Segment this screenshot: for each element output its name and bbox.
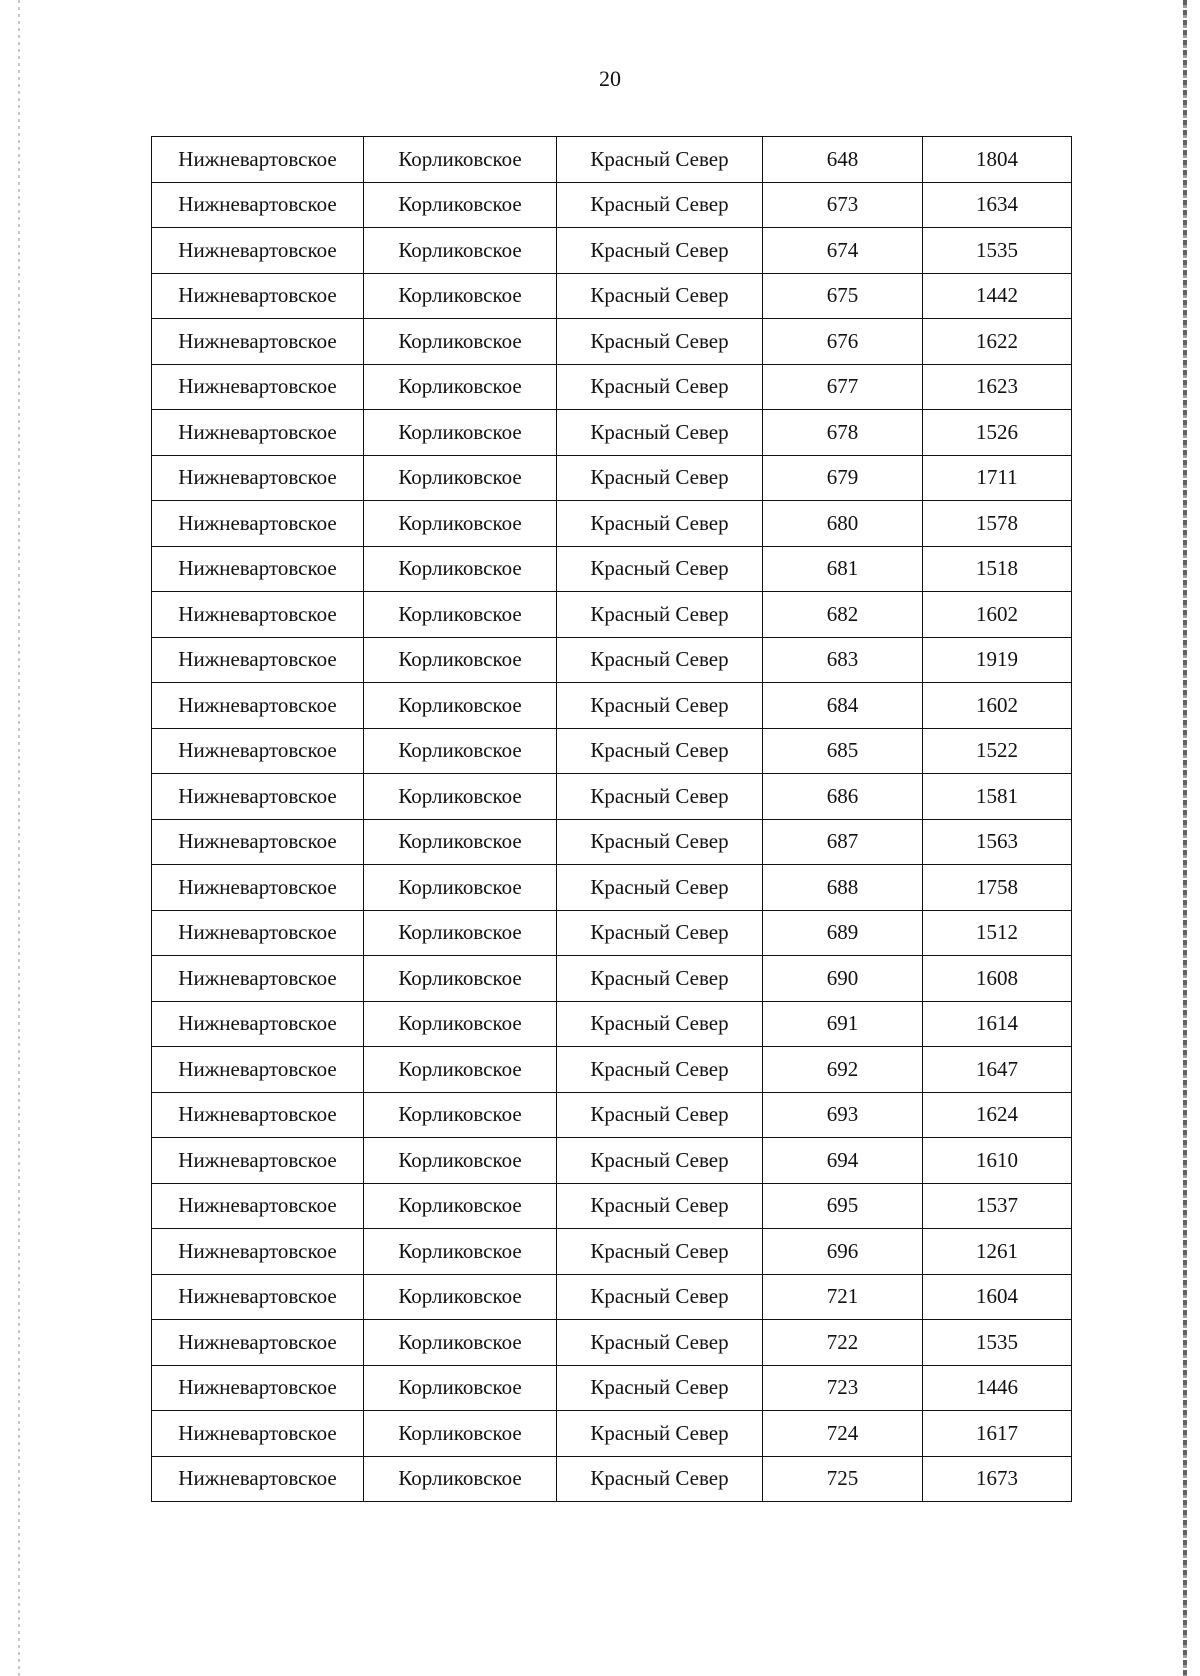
district-cell: Нижневартовское [152, 1274, 364, 1320]
quarter-cell: 724 [763, 1411, 923, 1457]
forestry-cell: Красный Север [557, 137, 763, 183]
district-cell: Нижневартовское [152, 1229, 364, 1275]
table-row [152, 546, 1072, 592]
table-row [152, 455, 1072, 501]
district-cell: Нижневартовское [152, 1411, 364, 1457]
table-row [152, 683, 1072, 729]
settlement-cell: Корликовское [364, 1274, 557, 1320]
district-cell: Нижневартовское [152, 1456, 364, 1502]
table-row [152, 319, 1072, 365]
settlement-cell: Корликовское [364, 546, 557, 592]
table-row [152, 1274, 1072, 1320]
quarter-cell: 673 [763, 182, 923, 228]
district-cell: Нижневартовское [152, 364, 364, 410]
quarter-cell: 688 [763, 865, 923, 911]
table-row [152, 865, 1072, 911]
table-row [152, 410, 1072, 456]
forestry-cell: Красный Север [557, 910, 763, 956]
quarter-cell: 683 [763, 637, 923, 683]
quarter-cell: 722 [763, 1320, 923, 1366]
quarter-cell: 723 [763, 1365, 923, 1411]
table-body [152, 137, 1072, 1502]
district-cell: Нижневартовское [152, 774, 364, 820]
settlement-cell: Корликовское [364, 273, 557, 319]
settlement-cell: Корликовское [364, 228, 557, 274]
district-cell: Нижневартовское [152, 683, 364, 729]
value-cell: 1622 [923, 319, 1072, 365]
forestry-cell: Красный Север [557, 1138, 763, 1184]
value-cell: 1535 [923, 1320, 1072, 1366]
value-cell: 1604 [923, 1274, 1072, 1320]
table-row [152, 1320, 1072, 1366]
quarter-cell: 674 [763, 228, 923, 274]
quarter-cell: 675 [763, 273, 923, 319]
table-row [152, 1365, 1072, 1411]
value-cell: 1673 [923, 1456, 1072, 1502]
quarter-cell: 685 [763, 728, 923, 774]
forestry-cell: Красный Север [557, 455, 763, 501]
forestry-cell: Красный Север [557, 1456, 763, 1502]
forestry-cell: Красный Север [557, 1047, 763, 1093]
value-cell: 1919 [923, 637, 1072, 683]
settlement-cell: Корликовское [364, 1092, 557, 1138]
table-row [152, 774, 1072, 820]
settlement-cell: Корликовское [364, 137, 557, 183]
forestry-cell: Красный Север [557, 228, 763, 274]
scan-edge-left [18, 0, 20, 1676]
settlement-cell: Корликовское [364, 455, 557, 501]
forestry-cell: Красный Север [557, 364, 763, 410]
district-cell: Нижневартовское [152, 1001, 364, 1047]
forestry-cell: Красный Север [557, 319, 763, 365]
value-cell: 1446 [923, 1365, 1072, 1411]
value-cell: 1624 [923, 1092, 1072, 1138]
district-cell: Нижневартовское [152, 1092, 364, 1138]
table-row [152, 1138, 1072, 1184]
quarter-cell: 692 [763, 1047, 923, 1093]
quarter-cell: 691 [763, 1001, 923, 1047]
settlement-cell: Корликовское [364, 1365, 557, 1411]
table-row [152, 1001, 1072, 1047]
quarter-cell: 721 [763, 1274, 923, 1320]
quarter-cell: 678 [763, 410, 923, 456]
district-cell: Нижневартовское [152, 1138, 364, 1184]
quarter-cell: 696 [763, 1229, 923, 1275]
table-row [152, 137, 1072, 183]
settlement-cell: Корликовское [364, 637, 557, 683]
value-cell: 1758 [923, 865, 1072, 911]
district-cell: Нижневартовское [152, 501, 364, 547]
forestry-cell: Красный Север [557, 774, 763, 820]
district-cell: Нижневартовское [152, 1183, 364, 1229]
table-row [152, 364, 1072, 410]
settlement-cell: Корликовское [364, 1138, 557, 1184]
value-cell: 1602 [923, 592, 1072, 638]
quarter-cell: 648 [763, 137, 923, 183]
district-cell: Нижневартовское [152, 1047, 364, 1093]
table-row [152, 1229, 1072, 1275]
value-cell: 1581 [923, 774, 1072, 820]
table-row [152, 182, 1072, 228]
forestry-cell: Красный Север [557, 546, 763, 592]
district-cell: Нижневартовское [152, 273, 364, 319]
forestry-cell: Красный Север [557, 410, 763, 456]
settlement-cell: Корликовское [364, 1047, 557, 1093]
forestry-cell: Красный Север [557, 273, 763, 319]
value-cell: 1261 [923, 1229, 1072, 1275]
value-cell: 1804 [923, 137, 1072, 183]
settlement-cell: Корликовское [364, 410, 557, 456]
district-cell: Нижневартовское [152, 1320, 364, 1366]
quarter-cell: 682 [763, 592, 923, 638]
quarter-cell: 686 [763, 774, 923, 820]
value-cell: 1614 [923, 1001, 1072, 1047]
value-cell: 1602 [923, 683, 1072, 729]
forestry-cell: Красный Север [557, 956, 763, 1002]
value-cell: 1563 [923, 819, 1072, 865]
quarter-cell: 694 [763, 1138, 923, 1184]
table-row [152, 592, 1072, 638]
scan-edge-right [1183, 0, 1187, 1676]
district-cell: Нижневартовское [152, 728, 364, 774]
district-cell: Нижневартовское [152, 228, 364, 274]
district-cell: Нижневартовское [152, 637, 364, 683]
quarter-cell: 693 [763, 1092, 923, 1138]
settlement-cell: Корликовское [364, 592, 557, 638]
settlement-cell: Корликовское [364, 1411, 557, 1457]
settlement-cell: Корликовское [364, 1320, 557, 1366]
value-cell: 1617 [923, 1411, 1072, 1457]
district-cell: Нижневартовское [152, 410, 364, 456]
forestry-cell: Красный Север [557, 501, 763, 547]
district-cell: Нижневартовское [152, 865, 364, 911]
value-cell: 1711 [923, 455, 1072, 501]
forestry-cell: Красный Север [557, 637, 763, 683]
table-row [152, 228, 1072, 274]
table-row [152, 1411, 1072, 1457]
value-cell: 1608 [923, 956, 1072, 1002]
settlement-cell: Корликовское [364, 1001, 557, 1047]
quarter-cell: 689 [763, 910, 923, 956]
table-row [152, 637, 1072, 683]
settlement-cell: Корликовское [364, 774, 557, 820]
quarter-cell: 679 [763, 455, 923, 501]
settlement-cell: Корликовское [364, 1456, 557, 1502]
value-cell: 1512 [923, 910, 1072, 956]
table-row [152, 1092, 1072, 1138]
value-cell: 1442 [923, 273, 1072, 319]
table-row [152, 728, 1072, 774]
quarter-cell: 687 [763, 819, 923, 865]
table-row [152, 910, 1072, 956]
district-cell: Нижневартовское [152, 455, 364, 501]
table-row [152, 1047, 1072, 1093]
settlement-cell: Корликовское [364, 728, 557, 774]
forestry-cell: Красный Север [557, 1320, 763, 1366]
settlement-cell: Корликовское [364, 319, 557, 365]
forestry-cell: Красный Север [557, 1001, 763, 1047]
forestry-cell: Красный Север [557, 683, 763, 729]
table-row [152, 1183, 1072, 1229]
district-cell: Нижневартовское [152, 546, 364, 592]
forestry-cell: Красный Север [557, 592, 763, 638]
value-cell: 1535 [923, 228, 1072, 274]
forestry-cell: Красный Север [557, 865, 763, 911]
table-row [152, 956, 1072, 1002]
district-cell: Нижневартовское [152, 1365, 364, 1411]
value-cell: 1623 [923, 364, 1072, 410]
quarter-cell: 680 [763, 501, 923, 547]
table-row [152, 819, 1072, 865]
forestry-cell: Красный Север [557, 1092, 763, 1138]
quarter-cell: 690 [763, 956, 923, 1002]
data-table [151, 136, 1072, 1502]
forestry-cell: Красный Север [557, 1229, 763, 1275]
forestry-cell: Красный Север [557, 728, 763, 774]
value-cell: 1537 [923, 1183, 1072, 1229]
quarter-cell: 684 [763, 683, 923, 729]
value-cell: 1518 [923, 546, 1072, 592]
quarter-cell: 676 [763, 319, 923, 365]
quarter-cell: 725 [763, 1456, 923, 1502]
value-cell: 1578 [923, 501, 1072, 547]
district-cell: Нижневартовское [152, 592, 364, 638]
table-row [152, 501, 1072, 547]
settlement-cell: Корликовское [364, 683, 557, 729]
quarter-cell: 677 [763, 364, 923, 410]
district-cell: Нижневартовское [152, 182, 364, 228]
settlement-cell: Корликовское [364, 819, 557, 865]
value-cell: 1610 [923, 1138, 1072, 1184]
quarter-cell: 681 [763, 546, 923, 592]
settlement-cell: Корликовское [364, 865, 557, 911]
forestry-cell: Красный Север [557, 1183, 763, 1229]
value-cell: 1647 [923, 1047, 1072, 1093]
district-cell: Нижневартовское [152, 956, 364, 1002]
settlement-cell: Корликовское [364, 956, 557, 1002]
district-cell: Нижневартовское [152, 319, 364, 365]
table-row [152, 273, 1072, 319]
settlement-cell: Корликовское [364, 910, 557, 956]
district-cell: Нижневартовское [152, 137, 364, 183]
forestry-cell: Красный Север [557, 182, 763, 228]
settlement-cell: Корликовское [364, 1229, 557, 1275]
forestry-cell: Красный Север [557, 1411, 763, 1457]
settlement-cell: Корликовское [364, 501, 557, 547]
value-cell: 1634 [923, 182, 1072, 228]
forestry-cell: Красный Север [557, 1274, 763, 1320]
quarter-cell: 695 [763, 1183, 923, 1229]
table-row [152, 1456, 1072, 1502]
settlement-cell: Корликовское [364, 364, 557, 410]
value-cell: 1522 [923, 728, 1072, 774]
district-cell: Нижневартовское [152, 819, 364, 865]
value-cell: 1526 [923, 410, 1072, 456]
page-number: 20 [599, 66, 621, 91]
forestry-cell: Красный Север [557, 1365, 763, 1411]
settlement-cell: Корликовское [364, 182, 557, 228]
district-cell: Нижневартовское [152, 910, 364, 956]
forestry-cell: Красный Север [557, 819, 763, 865]
settlement-cell: Корликовское [364, 1183, 557, 1229]
